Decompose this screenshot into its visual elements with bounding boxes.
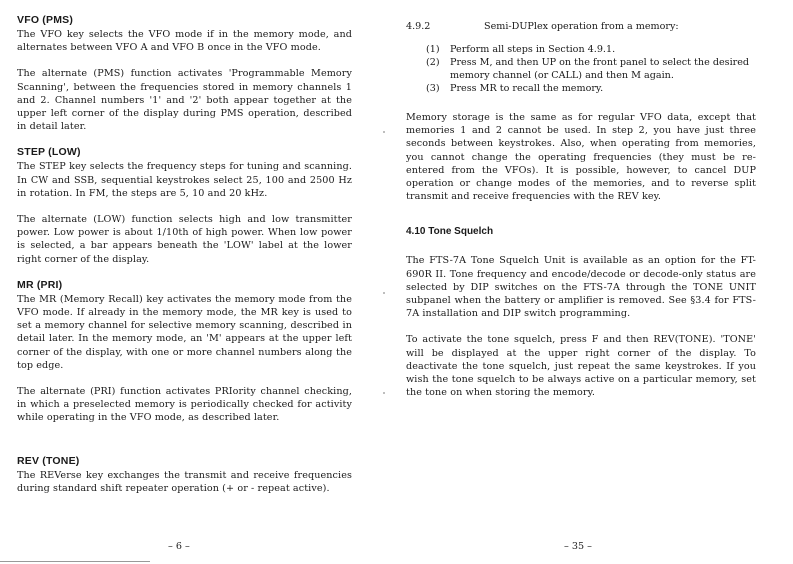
- step-text: Perform all steps in Section 4.9.1.: [450, 44, 616, 55]
- mr-heading: MR (PRI): [17, 278, 63, 291]
- gutter-mark: [383, 292, 385, 294]
- binding-edge: [0, 561, 150, 562]
- right-column: [406, 20, 756, 399]
- step-marker: (3): [426, 83, 440, 94]
- mr-paragraph-1: The MR (Memory Recall) key activates the memory mode from the VFO mode. If already in the memory mode, the MR key is used to set a memory channel for selective memory scanning, described in detail later. In the memory mode, an 'M' appears at the upper left corner of the display, with one or more channel numbers along the top edge.: [17, 293, 352, 371]
- subsection-heading: [406, 20, 756, 33]
- memory-storage-paragraph: Memory storage is the same as for regular VFO data, except that memories 1 and 2 cannot be used. In step 2, you have just three seconds between keystrokes. Also, when operating from memories, you cannot change the operating frequencies (they must be re-entered from the VFOs). It is possible, however, to cancel DUP operation or change modes of the memories, and to reverse split transmit and receive frequencies with the REV key.: [406, 112, 756, 203]
- rev-paragraph-1: The REVerse key exchanges the transmit and receive frequencies during standard shift repeater operation (+ or - repeat active).: [17, 469, 352, 494]
- gutter-mark: [383, 392, 385, 394]
- rev-heading: REV (TONE): [17, 454, 80, 467]
- tone-squelch-heading: 4.10 Tone Squelch: [406, 226, 494, 238]
- vfo-paragraph-2: The alternate (PMS) function activates 'Programmable Memory Scanning', between the frequencies stored in memory channels 1 and 2. Channel numbers '1' and '2' both appear together at the upper left corner of the display during PMS operation, described in detail later.: [17, 68, 352, 133]
- step-text: Press MR to recall the memory.: [450, 83, 604, 94]
- subsection-number: 4.9.2: [406, 21, 431, 32]
- left-page-number: – 6 –: [168, 541, 190, 552]
- list-item: [426, 82, 756, 95]
- mr-paragraph-2: The alternate (PRI) function activates PRIority channel checking, in which a preselected memory is periodically checked for activity while operating in the VFO mode, as described later.: [17, 386, 352, 424]
- step-heading: STEP (LOW): [17, 146, 81, 159]
- right-page: [397, 0, 793, 564]
- subsection-title: Semi-DUPlex operation from a memory:: [484, 21, 679, 32]
- tone-squelch-paragraph-1: The FTS-7A Tone Squelch Unit is available as an option for the FT-690R II. Tone frequency and encode/decode or decode-only status are selected by DIP switches on the FTS-7A through the TONE UNIT subpanel when the battery or amplifier is removed. See §3.4 for FTS-7A installation and DIP switch programming.: [406, 255, 756, 320]
- right-page-number: – 35 –: [564, 541, 592, 552]
- gutter-mark: [383, 131, 385, 133]
- step-text: Press M, and then UP on the front panel to select the desired memory channel (or CALL) and then M again.: [450, 57, 750, 81]
- left-column: [17, 14, 352, 495]
- step-marker: (2): [426, 57, 440, 68]
- list-item: [426, 43, 756, 56]
- step-paragraph-2: The alternate (LOW) function selects high and low transmitter power. Low power is about 1/10th of high power. When low power is selected, a bar appears beneath the 'LOW' label at the lower right corner of the display.: [17, 214, 352, 265]
- step-marker: (1): [426, 44, 440, 55]
- steps-list: [426, 43, 756, 95]
- step-paragraph-1: The STEP key selects the frequency steps for tuning and scanning. In CW and SSB, sequential keystrokes select 25, 100 and 2500 Hz in rotation. In FM, the steps are 5, 10 and 20 kHz.: [17, 161, 352, 199]
- vfo-heading: VFO (PMS): [17, 14, 74, 26]
- vfo-paragraph-1: The VFO key selects the VFO mode if in the memory mode, and alternates between VFO A and VFO B once in the VFO mode.: [17, 29, 352, 54]
- tone-squelch-paragraph-2: To activate the tone squelch, press F and then REV(TONE). 'TONE' will be displayed at the upper right corner of the display. To deactivate the tone squelch, just repeat the same keystrokes. If you wish the tone squelch to be always active on a particular memory, set the tone on when storing the memory.: [406, 334, 756, 399]
- list-item: [426, 56, 756, 82]
